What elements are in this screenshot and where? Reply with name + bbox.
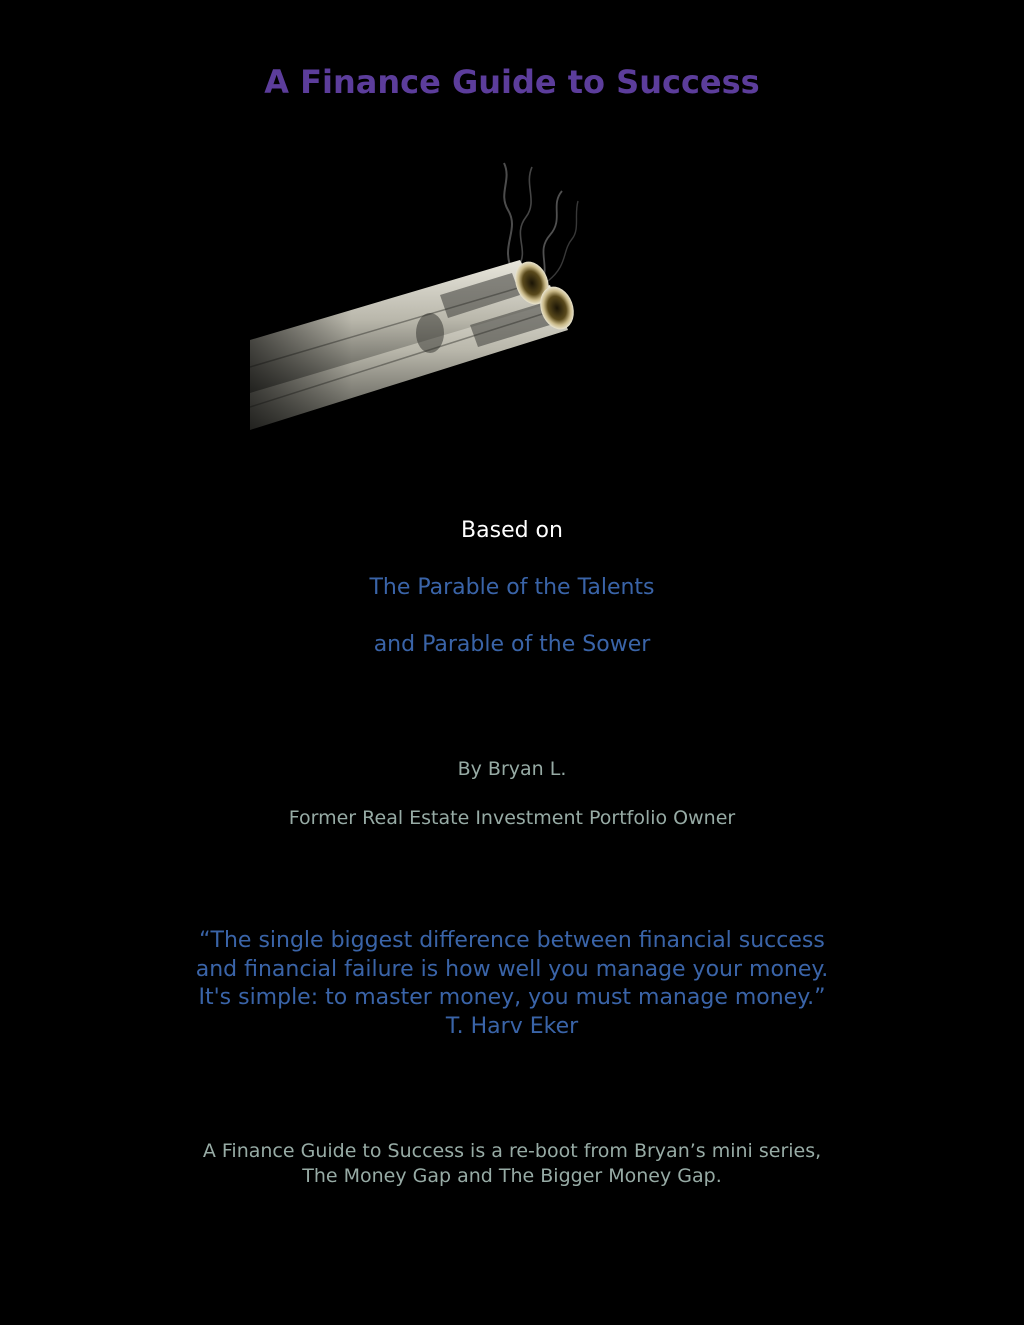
footnote-line: The Money Gap and The Bigger Money Gap. [302,1165,722,1187]
quote-line: It's simple: to master money, you must manage money.” [198,985,826,1010]
author-byline: By Bryan L. [457,758,567,780]
footnote-line: A Finance Guide to Success is a re-boot from Bryan’s mini series, [202,1140,822,1162]
author-role: Former Real Estate Investment Portfolio Owner [288,807,736,829]
rolled-dollar-shotgun-illustration [250,155,590,435]
document-title: A Finance Guide to Success [264,63,760,101]
series-note [0,1139,1024,1189]
quote-attribution: T. Harv Eker [445,1013,579,1039]
based-on-label: Based on [461,518,563,543]
parable-line: The Parable of the Talents [369,575,655,600]
epigraph-quote [0,927,1024,1041]
parable-line: and Parable of the Sower [373,632,651,657]
quote-line: and financial failure is how well you manage your money. [195,956,829,982]
quote-line: “The single biggest difference between financial success [199,928,825,953]
